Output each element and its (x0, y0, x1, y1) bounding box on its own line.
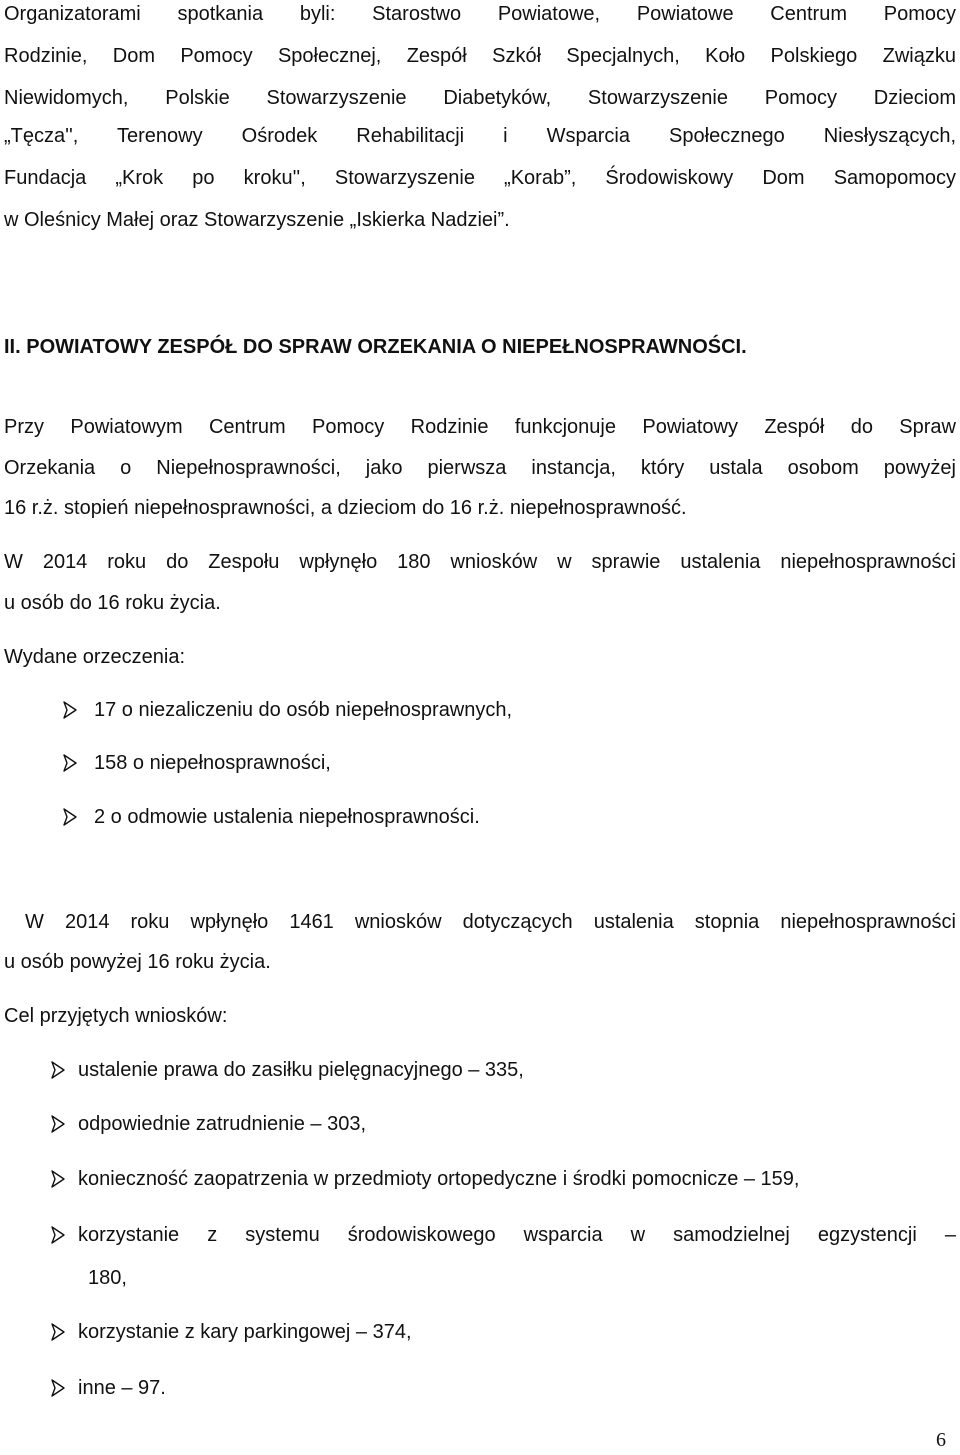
list-item (62, 805, 480, 829)
paragraph-line: u osób powyżej 16 roku życia. (4, 951, 271, 973)
arrow-bullet-icon (62, 807, 78, 827)
list-item (62, 698, 512, 722)
arrow-bullet-icon (50, 1378, 66, 1398)
list-item-text: korzystanie z kary parkingowej – 374, (78, 1321, 412, 1343)
purposes-label: Cel przyjętych wniosków: (4, 1005, 228, 1027)
list-item-text: ustalenie prawa do zasiłku pielęgnacyjnego – 335, (78, 1059, 524, 1081)
arrow-bullet-icon (50, 1169, 66, 1189)
list-item (50, 1223, 956, 1247)
list-item-text: 158 o niepełnosprawności, (94, 752, 331, 774)
paragraph-line: Rodzinie, Dom Pomocy Społecznej, Zespół Szkół Specjalnych, Koło Polskiego Związku (4, 45, 956, 67)
arrow-bullet-icon (50, 1225, 66, 1245)
paragraph-line: W 2014 roku do Zespołu wpłynęło 180 wniosków w sprawie ustalenia niepełnosprawności (4, 551, 956, 573)
paragraph-line: „Tęcza'', Terenowy Ośrodek Rehabilitacji i Wsparcia Społecznego Niesłyszących, (4, 125, 956, 147)
paragraph-line: Orzekania o Niepełnosprawności, jako pierwsza instancja, który ustala osobom powyżej (4, 457, 956, 479)
page-number: 6 (936, 1429, 946, 1451)
list-item-text: korzystanie z systemu środowiskowego wsparcia w samodzielnej egzystencji – (78, 1224, 956, 1246)
list-item-continuation: 180, (88, 1267, 127, 1289)
list-item-text: 2 o odmowie ustalenia niepełnosprawności. (94, 806, 480, 828)
list-item (50, 1058, 524, 1082)
list-item (62, 751, 331, 775)
section-heading: II. POWIATOWY ZESPÓŁ DO SPRAW ORZEKANIA O NIEPEŁNOSPRAWNOŚCI. (4, 336, 747, 358)
list-item-text: odpowiednie zatrudnienie – 303, (78, 1113, 366, 1135)
decisions-label: Wydane orzeczenia: (4, 646, 186, 668)
list-item-text: konieczność zaopatrzenia w przedmioty ortopedyczne i środki pomocnicze – 159, (78, 1168, 800, 1190)
list-item-text: 17 o niezaliczeniu do osób niepełnosprawnych, (94, 699, 513, 721)
list-item (50, 1112, 366, 1136)
paragraph-line: u osób do 16 roku życia. (4, 592, 221, 614)
paragraph-line: 16 r.ż. stopień niepełnosprawności, a dzieciom do 16 r.ż. niepełnosprawność. (4, 497, 687, 519)
list-item (50, 1376, 166, 1400)
arrow-bullet-icon (62, 753, 78, 773)
arrow-bullet-icon (50, 1322, 66, 1342)
arrow-bullet-icon (62, 700, 78, 720)
arrow-bullet-icon (50, 1060, 66, 1080)
paragraph-line: Fundacja „Krok po kroku'', Stowarzyszenie „Korab”, Środowiskowy Dom Samopomocy (4, 167, 956, 189)
list-item (50, 1320, 412, 1344)
paragraph-line: Przy Powiatowym Centrum Pomocy Rodzinie funkcjonuje Powiatowy Zespół do Spraw (4, 416, 956, 438)
arrow-bullet-icon (50, 1114, 66, 1134)
list-item-text: inne – 97. (78, 1377, 166, 1399)
paragraph-line: Organizatorami spotkania byli: Starostwo Powiatowe, Powiatowe Centrum Pomocy (4, 3, 956, 25)
paragraph-line: W 2014 roku wpłynęło 1461 wniosków dotyczących ustalenia stopnia niepełnosprawności (4, 911, 956, 933)
list-item (50, 1167, 799, 1191)
paragraph-line: w Oleśnicy Małej oraz Stowarzyszenie „Iskierka Nadziei”. (4, 209, 510, 231)
paragraph-line: Niewidomych, Polskie Stowarzyszenie Diabetyków, Stowarzyszenie Pomocy Dzieciom (4, 87, 956, 109)
